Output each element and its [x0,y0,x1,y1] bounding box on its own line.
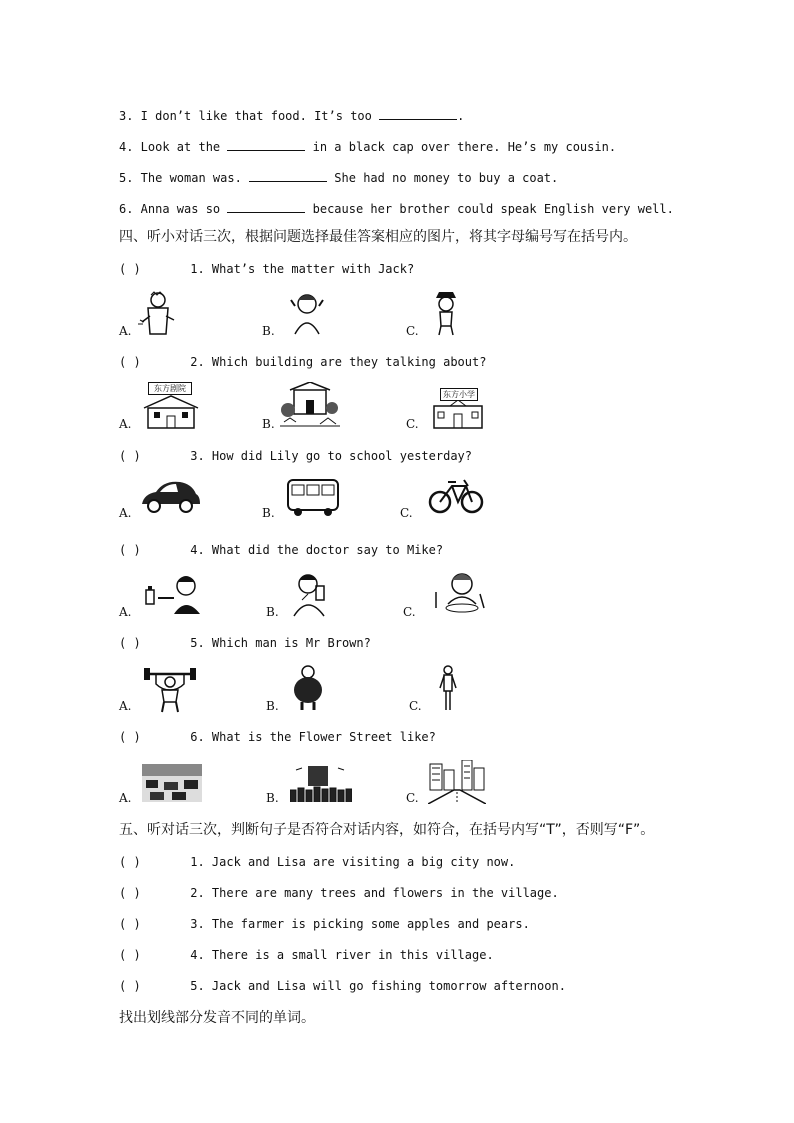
option-a-label: A. [119,417,132,431]
section-4-title: 四、听小对话三次，根据问题选择最佳答案相应的图片，将其字母编号写在括号内。 [119,229,637,245]
footer-instruction: 找出划线部分发音不同的单词。 [119,1010,315,1026]
statement-4: ( ) 4. There is a small river in this village. [119,948,494,962]
hospital-building-icon[interactable] [280,382,340,430]
fat-man-icon[interactable] [290,664,326,712]
medicine-boy-icon[interactable] [140,570,204,616]
car-icon[interactable] [138,478,202,516]
quiet-street-icon[interactable] [428,760,486,804]
question-2: ( ) 2. Which building are they talking about? [119,355,487,369]
option-b-label: B. [262,324,275,338]
headache-boy-icon[interactable] [287,290,327,336]
thin-man-icon[interactable] [438,664,458,712]
option-b-label: B. [262,417,275,431]
answer-blank[interactable] [227,200,305,213]
option-c-label: C. [409,699,422,713]
answer-blank[interactable] [227,138,305,151]
answer-paren[interactable]: ( ) [119,917,141,931]
answer-blank[interactable] [379,107,457,120]
weightlifter-man-icon[interactable] [142,664,198,714]
answer-paren[interactable]: ( ) [119,979,141,993]
answer-paren[interactable]: ( ) [119,543,141,557]
statement-5: ( ) 5. Jack and Lisa will go fishing tomorrow afternoon. [119,979,566,993]
question-3: ( ) 3. How did Lily go to school yesterday? [119,449,472,463]
option-a-label: A. [119,605,132,619]
drinking-boy-icon[interactable] [290,572,338,618]
school-building-icon[interactable] [430,388,486,430]
fill-blank-5: 5. The woman was. She had no money to buy a coat. [119,171,559,185]
question-5: ( ) 5. Which man is Mr Brown? [119,636,371,650]
option-b-label: B. [262,506,275,520]
option-a-label: A. [119,324,132,338]
theatre-sign: 东方剧院 [148,382,192,395]
toothache-boy-icon[interactable] [430,290,462,336]
statement-1: ( ) 1. Jack and Lisa are visiting a big city now. [119,855,516,869]
option-a-label: A. [119,699,132,713]
fill-blank-4: 4. Look at the in a black cap over there. He’s my cousin. [119,140,617,154]
option-a-label: A. [119,791,132,805]
question-1: ( ) 1. What’s the matter with Jack? [119,262,415,276]
answer-paren[interactable]: ( ) [119,636,141,650]
answer-paren[interactable]: ( ) [119,886,141,900]
theatre-building-icon[interactable] [142,382,200,430]
school-sign: 东方小学 [440,388,478,401]
answer-paren[interactable]: ( ) [119,262,141,276]
eating-boy-icon[interactable] [432,570,486,616]
option-c-label: C. [406,791,419,805]
answer-paren[interactable]: ( ) [119,730,141,744]
busy-traffic-street-icon[interactable] [142,764,202,802]
option-c-label: C. [406,417,419,431]
answer-blank[interactable] [249,169,327,182]
section-5-title: 五、听对话三次，判断句子是否符合对话内容，如符合，在括号内写“T”，否则写“F”。 [119,822,655,838]
question-6: ( ) 6. What is the Flower Street like? [119,730,436,744]
answer-paren[interactable]: ( ) [119,855,141,869]
bus-icon[interactable] [286,476,342,518]
option-b-label: B. [266,605,279,619]
statement-2: ( ) 2. There are many trees and flowers in the village. [119,886,559,900]
bicycle-icon[interactable] [428,476,484,516]
option-b-label: B. [266,699,279,713]
option-b-label: B. [266,791,279,805]
answer-paren[interactable]: ( ) [119,948,141,962]
option-c-label: C. [406,324,419,338]
statement-3: ( ) 3. The farmer is picking some apples and pears. [119,917,530,931]
option-c-label: C. [403,605,416,619]
answer-paren[interactable]: ( ) [119,449,141,463]
crowded-street-icon[interactable] [290,764,352,802]
question-4: ( ) 4. What did the doctor say to Mike? [119,543,444,557]
option-a-label: A. [119,506,132,520]
fill-blank-6: 6. Anna was so because her brother could speak English very well. [119,202,674,216]
fill-blank-3: 3. I don’t like that food. It’s too . [119,109,465,123]
answer-paren[interactable]: ( ) [119,355,141,369]
option-c-label: C. [400,506,413,520]
stomachache-boy-icon[interactable] [136,290,180,338]
